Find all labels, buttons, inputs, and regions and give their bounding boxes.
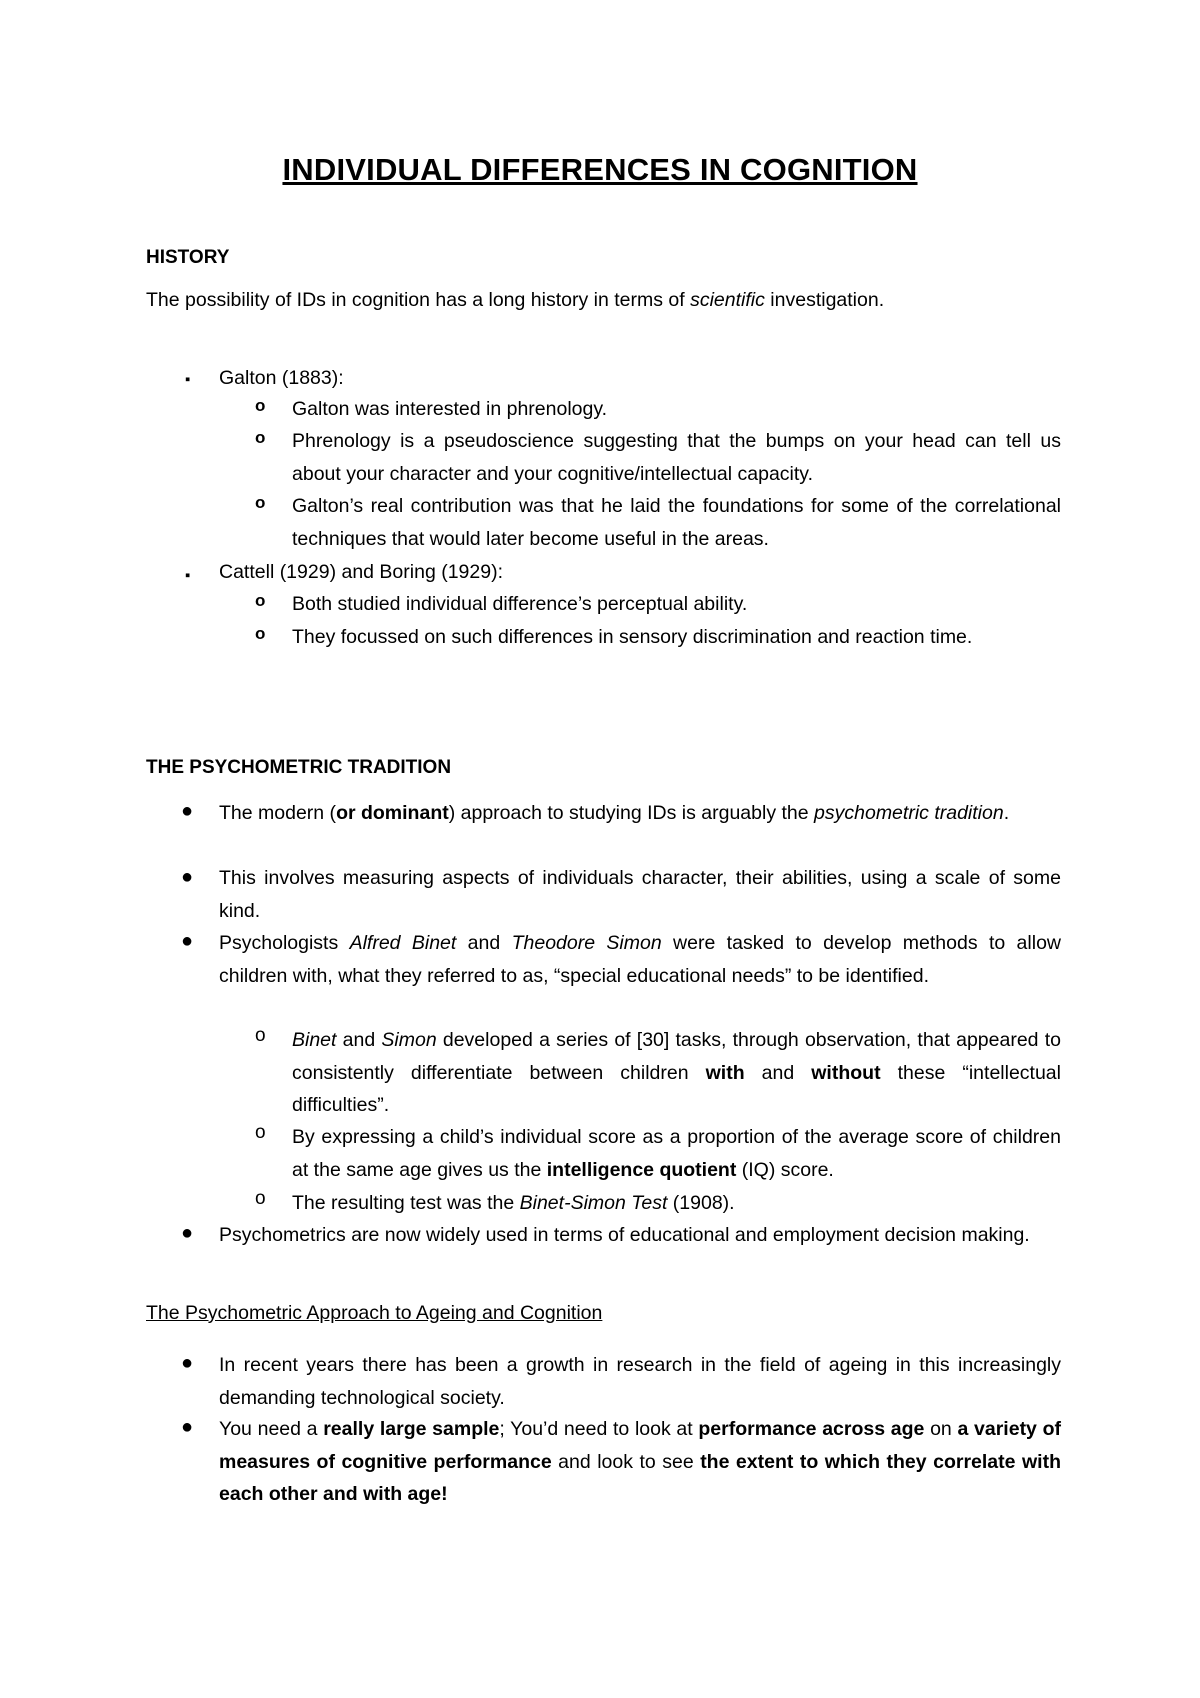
list-item-large-sample: You need a really large sample; You’d need to look at performance across age on a variety of measures of cognitive performance and look to see the extent to which they correlate with each other and with age! (219, 1418, 1062, 1505)
list-item-modern-approach: The modern (or dominant) approach to studying IDs is arguably the psychometric tradition. (219, 802, 1010, 824)
list-item-galton-1: Galton was interested in phrenology. (292, 398, 608, 420)
sub-bullet-marker: o (255, 591, 266, 610)
history-heading: HISTORY (146, 247, 230, 268)
sub-bullet-marker: o (255, 624, 266, 643)
list-item-cattell-1: Both studied individual difference’s perceptual ability. (292, 593, 748, 615)
ageing-subheading: The Psychometric Approach to Ageing and Cognition (146, 1302, 603, 1324)
list-item-ageing-research: In recent years there has been a growth in research in the field of ageing in this increasingly demanding technological society. (219, 1354, 1061, 1409)
list-item-cattell-2: They focussed on such differences in sensory discrimination and reaction time. (292, 626, 973, 648)
sub-bullet-marker: o (255, 493, 266, 512)
sub-bullet-marker: o (255, 1025, 266, 1046)
bullet-marker: ▪ (185, 371, 191, 388)
list-item-measuring: This involves measuring aspects of individuals character, their abilities, using a scale of some kind. (219, 867, 1061, 922)
bullet-marker: ● (181, 1416, 194, 1438)
bullet-marker: ● (181, 1352, 194, 1374)
history-intro: The possibility of IDs in cognition has a long history in terms of scientific investigation. (146, 289, 885, 311)
bullet-marker: ● (181, 1222, 194, 1244)
list-item-iq-score: By expressing a child’s individual score as a proportion of the average score of children at the same age gives us the intelligence quotient (IQ) score. (292, 1126, 1061, 1181)
bullet-marker: ▪ (185, 567, 191, 584)
list-item-galton-2: Phrenology is a pseudoscience suggesting that the bumps on your head can tell us about your character and your cognitive/intellectual capacity. (292, 430, 1061, 485)
list-item-psychometrics-usage: Psychometrics are now widely used in terms of educational and employment decision making. (219, 1224, 1030, 1246)
sub-bullet-marker: o (255, 428, 266, 447)
list-item-galton-3: Galton’s real contribution was that he laid the foundations for some of the correlational techniques that would later become useful in the areas. (292, 495, 1061, 550)
sub-bullet-marker: o (255, 1122, 266, 1143)
list-item-cattell: Cattell (1929) and Boring (1929): (219, 561, 503, 583)
document-title: INDIVIDUAL DIFFERENCES IN COGNITION (282, 152, 918, 187)
sub-bullet-marker: o (255, 1188, 266, 1209)
bullet-marker: ● (181, 800, 194, 822)
list-item-binet-simon-test: The resulting test was the Binet-Simon Test (1908). (292, 1192, 735, 1214)
bullet-marker: ● (181, 866, 194, 888)
list-item-thirty-tasks: Binet and Simon developed a series of [30] tasks, through observation, that appeared to consistently differentiate between children with and without these “intellectual difficulties”. (292, 1029, 1061, 1116)
sub-bullet-marker: o (255, 396, 266, 415)
list-item-galton: Galton (1883): (219, 367, 344, 389)
bullet-marker: ● (181, 930, 194, 952)
psychometric-heading: THE PSYCHOMETRIC TRADITION (146, 757, 452, 778)
list-item-binet-simon: Psychologists Alfred Binet and Theodore Simon were tasked to develop methods to allow children with, what they referred to as, “special educational needs” to be identified. (219, 932, 1061, 987)
